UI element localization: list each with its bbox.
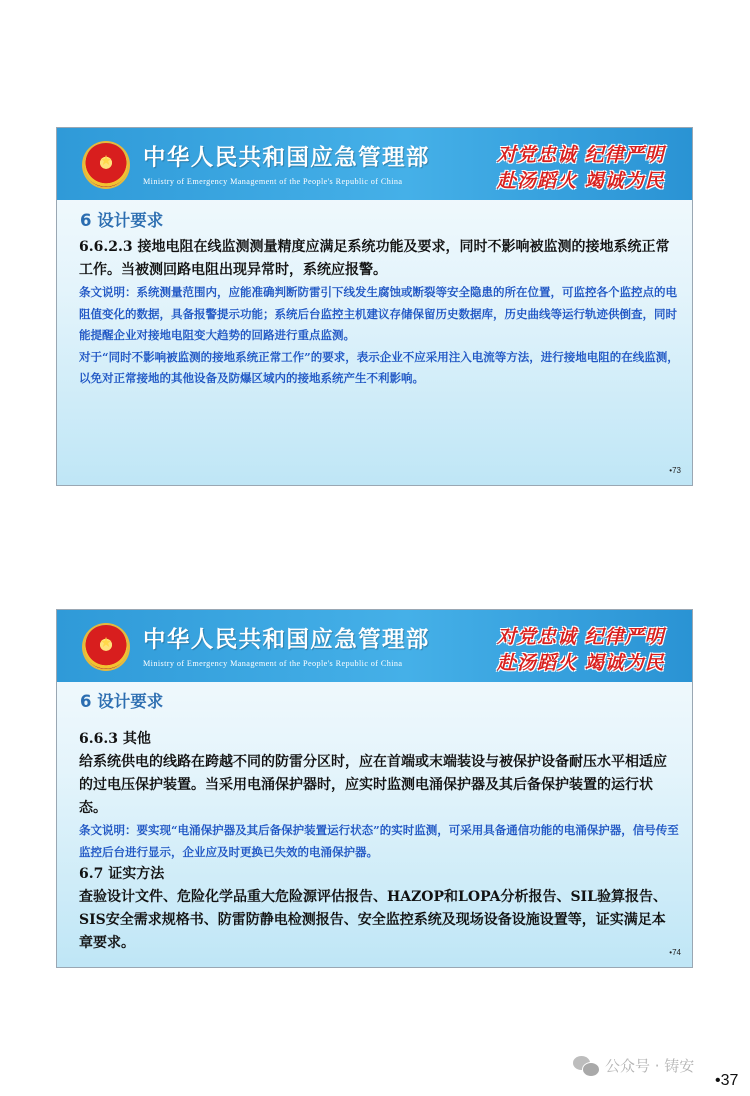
- ministry-name-en: Ministry of Emergency Management of the People's Republic of China: [143, 659, 403, 668]
- slogan-line-1: 对党忠诚 纪律严明: [497, 144, 665, 166]
- section-title: 6 设计要求: [80, 211, 164, 230]
- slide-body: [79, 236, 679, 390]
- ministry-name-cn: 中华人民共和国应急管理部: [143, 145, 430, 171]
- slogan-line-1: 对党忠诚 纪律严明: [497, 626, 665, 648]
- national-emblem-icon: ★: [84, 143, 128, 187]
- wechat-icon: [573, 1056, 599, 1076]
- clause-note-2: 对于“同时不影响被监测的接地系统正常工作”的要求，表示企业不应采用注入电流等方法，进行接地电阻的在线监测，以免对正常接地的其他设备及防爆区域内的接地系统产生不利影响。: [79, 349, 679, 385]
- wechat-account-name: 公众号 · 铸安: [605, 1057, 695, 1075]
- ministry-banner: [57, 610, 692, 682]
- slogan-line-2: 赴汤蹈火 竭诚为民: [497, 170, 665, 192]
- national-emblem-icon: ★: [84, 625, 128, 669]
- slide-page-number: •74: [669, 948, 681, 957]
- document-page-number: •37: [715, 1072, 739, 1089]
- clause-text: 6.6.2.3 接地电阻在线监测测量精度应满足系统功能及要求，同时不影响被监测的接地系统正常工作。当被测回路电阻出现异常时，系统应报警。: [79, 239, 670, 278]
- slide-body: [79, 728, 679, 955]
- clause-text: 给系统供电的线路在跨越不同的防雷分区时，应在首端或末端装设与被保护设备耐压水平相适应的过电压保护装置。当采用电涌保护器时，应实时监测电涌保护器及其后备保护装置的运行状态。: [79, 754, 667, 816]
- clause-heading-2: 6.7 证实方法: [79, 866, 165, 882]
- clause-heading: 6.6.3 其他: [79, 731, 151, 747]
- slide-73: [56, 127, 693, 486]
- ministry-name-en: Ministry of Emergency Management of the People's Republic of China: [143, 177, 403, 186]
- slide-74: [56, 609, 693, 968]
- ministry-banner: [57, 128, 692, 200]
- clause-text-2: 查验设计文件、危险化学品重大危险源评估报告、HAZOP和LOPA分析报告、SIL验算报告、SIS安全需求规格书、防雷防静电检测报告、安全监控系统及现场设备设施设置等，证实满足本章要求。: [79, 889, 667, 951]
- clause-note: 条文说明：要实现“电涌保护器及其后备保护装置运行状态”的实时监测，可采用具备通信功能的电涌保护器，信号传至监控后台进行显示，企业应及时更换已失效的电涌保护器。: [79, 823, 679, 859]
- wechat-account-label: [573, 1055, 694, 1076]
- ministry-name-cn: 中华人民共和国应急管理部: [143, 627, 430, 653]
- slogan-line-2: 赴汤蹈火 竭诚为民: [497, 652, 665, 674]
- clause-note: 条文说明：系统测量范围内，应能准确判断防雷引下线发生腐蚀或断裂等安全隐患的所在位置，可监控各个监控点的电阻值变化的数据，具备报警提示功能；系统后台监控主机建议存储保留历史数据库，历史曲线等运行轨迹供倒查，同时能提醒企业对接地电阻变大趋势的回路进行重点监测。: [79, 285, 677, 342]
- slide-page-number: •73: [669, 466, 681, 475]
- section-title: 6 设计要求: [80, 692, 164, 711]
